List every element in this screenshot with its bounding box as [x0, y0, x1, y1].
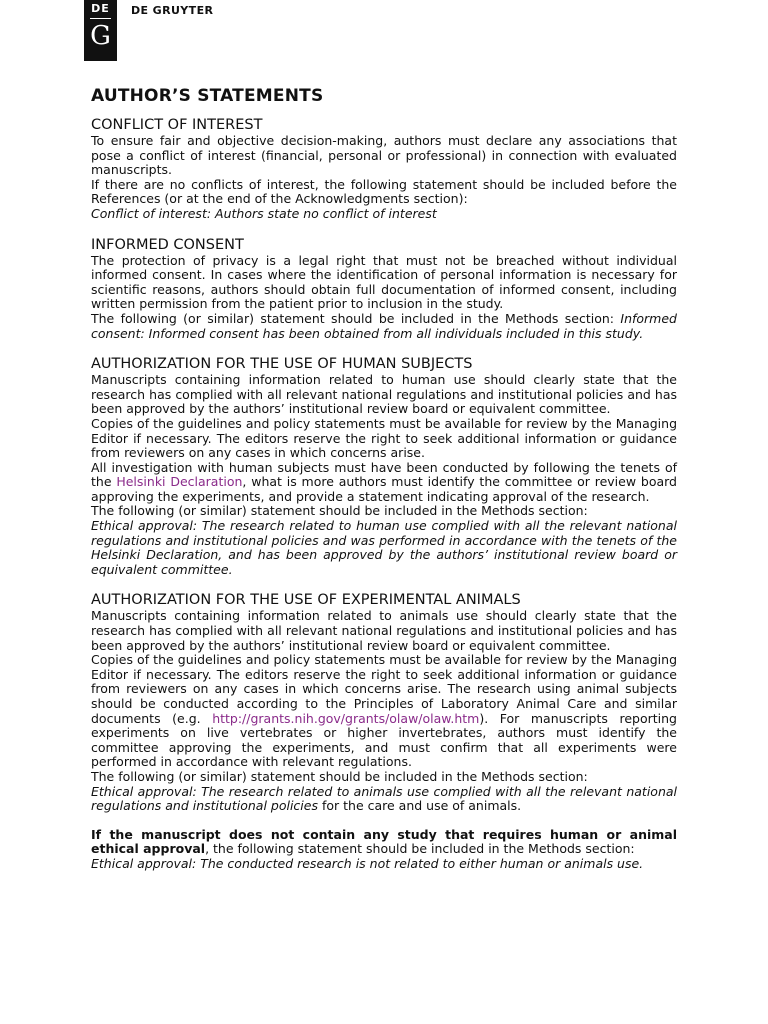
animals-paragraph-3: The following (or similar) statement should be included in the Methods section:	[91, 768, 588, 784]
human-p3-end: , what is more authors must identify the committee or review board approving the experiments, and provide a statement indicating approval of the research.	[91, 474, 677, 504]
human-p3-start: All investigation with human subjects must have been conducted by following the tenets of the	[91, 459, 677, 490]
consent-lead: The following (or similar) statement should be included in the Methods section:	[91, 310, 621, 326]
final-ethical-statement: Ethical approval: The conducted research is not related to either human or animals use.	[91, 855, 644, 871]
section-heading-conflict-of-interest: CONFLICT OF INTEREST	[91, 117, 263, 133]
human-paragraph-4: The following (or similar) statement should be included in the Methods section:	[91, 503, 588, 519]
section-heading-experimental-animals: AUTHORIZATION FOR THE USE OF EXPERIMENTAL ANIMALS	[91, 592, 521, 609]
human-paragraph-1: Manuscripts containing information related to human use should clearly state that the research has complied with all relevant national regulations and institutional policies and has been approved by the authors’ institutional review board or equivalent committee.	[91, 372, 677, 417]
brand-name: DE GRUYTER	[131, 4, 214, 17]
animals-p2-start: Copies of the guidelines and policy statements must be available for review by the Managing Editor if necessary. The editors reserve the right to seek additional information or guidance from reviewers on any cases in which concerns arise. The research using animal subjects should be conducted according to the Principles of Laboratory Animal Care and similar documents (e.g.	[91, 652, 677, 726]
document-body	[91, 86, 677, 872]
final-paragraph	[91, 828, 677, 857]
animals-paragraph-1: Manuscripts containing information related to animals use should clearly state that the research has complied with all relevant national regulations and institutional policies and has been approved by the authors’ institutional review board or equivalent committee.	[91, 608, 677, 653]
animals-p2-end: ). For manuscripts reporting experiments on live vertebrates or higher invertebrates, authors must identify the committee approving the experiments, and must confirm that all experiments were performed in accordance with relevant regulations.	[91, 710, 677, 770]
animals-paragraph-4	[91, 785, 677, 814]
human-paragraph-2: Copies of the guidelines and policy statements must be available for review by the Managing Editor if necessary. The editors reserve the right to seek additional information or guidance from reviewers on any cases in which concerns arise.	[91, 415, 677, 461]
nih-olaw-link[interactable]: http://grants.nih.gov/grants/olaw/olaw.htm	[212, 710, 480, 726]
animals-paragraph-2	[91, 653, 677, 770]
section-heading-human-subjects: AUTHORIZATION FOR THE USE OF HUMAN SUBJECTS	[91, 356, 473, 373]
animals-ethical-statement: Ethical approval: The research related to animals use complied with all the relevant national regulations and institutional policies	[91, 783, 677, 814]
animals-p4-end: for the care and use of animals.	[317, 798, 522, 814]
helsinki-declaration-link[interactable]: Helsinki Declaration	[116, 474, 243, 490]
consent-paragraph-2	[91, 312, 677, 341]
final-bold-lead: If the manuscript does not contain any study that requires human or animal ethical approval	[91, 826, 677, 857]
consent-paragraph-1: The protection of privacy is a legal right that must not be breached without individual informed consent. In cases where the identification of personal information is necessary for scientific reasons, authors should obtain full documentation of informed consent, including written permission from the patient prior to inclusion in the study.	[91, 252, 677, 312]
de-gruyter-logo	[84, 0, 117, 61]
logo-divider	[90, 18, 111, 19]
human-paragraph-3	[91, 461, 677, 505]
consent-statement: Informed consent: Informed consent has been obtained from all individuals included in this study.	[91, 310, 677, 341]
page-title: AUTHOR’S STATEMENTS	[91, 86, 324, 106]
coi-paragraph-1: To ensure fair and objective decision-making, authors must declare any associations that pose a conflict of interest (financial, personal or professional) in connection with evaluated manuscripts.	[91, 133, 677, 178]
final-rest: , the following statement should be included in the Methods section:	[205, 841, 635, 857]
human-ethical-statement: Ethical approval: The research related to human use complied with all the relevant national regulations and institutional policies and was performed in accordance with the tenets of the Helsinki Declaration, and has been approved by the authors’ institutional review board or equivalent committee.	[91, 518, 677, 577]
logo-g-letter: G	[90, 21, 111, 51]
coi-statement: Conflict of interest: Authors state no conflict of interest	[91, 205, 437, 221]
coi-paragraph-2: If there are no conflicts of interest, the following statement should be included before the References (or at the end of the Acknowledgments section):	[91, 176, 677, 207]
logo-de-text: DE	[91, 2, 110, 15]
section-heading-informed-consent: INFORMED CONSENT	[91, 236, 244, 253]
